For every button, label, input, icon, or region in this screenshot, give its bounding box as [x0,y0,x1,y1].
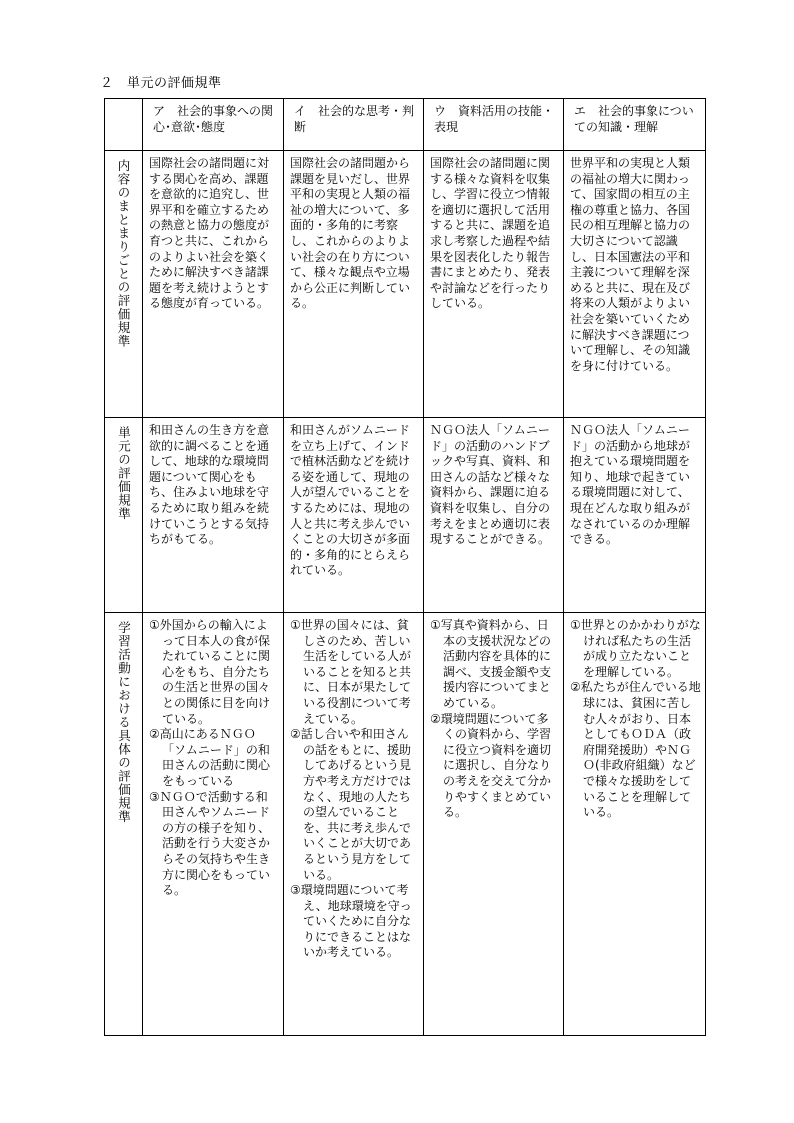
table-cell [284,613,424,1036]
list-item: ③ＮＧＯで活動する和田さんやソムニードの方の様子を知り、活動を行う大変さからその気持ちや生き方に関心をもっている。 [149,789,271,898]
table-cell: 和田さんの生き方を意欲的に調べることを通して、地球的な環境問題について関心をもち、住みよい地球を守るために取り組みを続けていこうとする気持ちがもてる。 [143,418,284,613]
table-cell: 国際社会の諸問題に対する関心を高め、課題を意欲的に追究し、世界平和を確立するための熱意と協力の態度が育つと共に、これからのよりよい社会を築くために解決すべき諸課題を考え続けようとする態度が育っている。 [143,151,284,418]
list-item: ①世界とのかかわりがなければ私たちの生活が成り立たないことを理解している。 [570,618,701,679]
list-item: ①世界の国々には、貧しさのため、苦しい生活をしている人がいることを知ると共に、日本が果たしている役割について考えている。 [290,618,412,726]
table-header-row [105,99,706,151]
table-cell [564,613,706,1036]
row-label-text: 学習活動における具体の評価規準 [116,621,132,824]
list-item: ①写真や資料から、日本の支援状況などの活動内容を具体的に調べ、支援金額や支援内容についてまとめている。 [430,618,552,710]
table-cell: ＮＧＯ法人「ソムニード」の活動から地球が抱えている環境問題を知り、地球で起きている環境問題に対して、現在どんな取り組みがなされているのか理解できる。 [564,418,706,613]
row-label [105,613,143,1036]
column-header-a: ア 社会的事象への関心･意欲･態度 [143,99,284,151]
list-item: ②環境問題について多くの資料から、学習に役立つ資料を適切に選択し、自分なりの考えを交えて分かりやすくまとめている。 [430,711,552,820]
table-row [105,418,706,613]
list-item: ②高山にあるＮＧＯ「ソムニード」の和田さんの活動に関心をもっている [149,727,271,788]
table-cell: 和田さんがソムニードを立ち上げて、インドで植林活動などを続ける姿を通して、現地の人が望んでいることをするためには、現地の人と共に考え歩んでいくことの大切さが多面的・多角的にとらえられている。 [284,418,424,613]
table-cell: ＮＧＯ法人「ソムニード」の活動のハンドブックや写真、資料、和田さんの話など様々な資料から、課題に迫る資料を収集し、自分の考えをまとめ適切に表現することができる。 [424,418,564,613]
table-cell: 国際社会の諸問題から課題を見いだし、世界平和の実現と人類の福祉の増大について、多面的・多角的に考察し、これからのよりよい社会の在り方について、様々な観点や立場から公正に判断している。 [284,151,424,418]
column-header-u: ウ 資料活用の技能・表現 [424,99,564,151]
list-item: ②話し合いや和田さんの話をもとに、援助してあげるという見方や考え方だけではなく、現地の人たちの望んでいることを、共に考え歩んでいくことが大切であるという見方をしている。 [290,727,412,882]
table-cell [424,613,564,1036]
row-label-text: 内容のまとまりごとの評価規準 [116,159,131,348]
list-item: ③環境問題について考え、地球環境を守っていくために自分なりにできることはないか考えている。 [290,883,412,960]
column-header-e: エ 社会的事象についての知識・理解 [564,99,706,151]
table-row [105,613,706,1036]
list-item: ①外国からの輸入によって日本人の食が保たれていることに関心をもち、自分たちの生活と世界の国々との関係に目を向けている。 [149,618,271,726]
column-header-i: イ 社会的な思考・判断 [284,99,424,151]
list-item: ②私たちが住んでいる地球には、貧困に苦しむ人々がおり、日本としてもＯＤＡ（政府開発援助）やＮＧＯ(非政府組織）などで様々な援助をしていることを理解している。 [570,680,701,820]
row-label-text: 単元の評価規準 [116,426,132,521]
corner-cell [105,99,143,151]
row-label [105,418,143,613]
table-cell: 国際社会の諸問題に関する様々な資料を収集し、学習に役立つ情報を適切に選択して活用すると共に、課題を追求し考察した過程や結果を図表化したり報告書にまとめたり、発表や討論などを行ったりしている。 [424,151,564,418]
evaluation-criteria-table [104,98,706,1036]
table-cell: 世界平和の実現と人類の福祉の増大に関わって、国家間の相互の主権の尊重と協力、各国民の相互理解と協力の大切さについて認識し、日本国憲法の平和主義について理解を深めると共に、現在及び将来の人類がよりよい社会を築いていくために解決すべき課題について理解し、その知識を身に付けている。 [564,151,706,418]
section-heading: ２ 単元の評価規準 [100,76,222,91]
table-cell [143,613,284,1036]
table-row [105,151,706,418]
row-label [105,151,143,418]
